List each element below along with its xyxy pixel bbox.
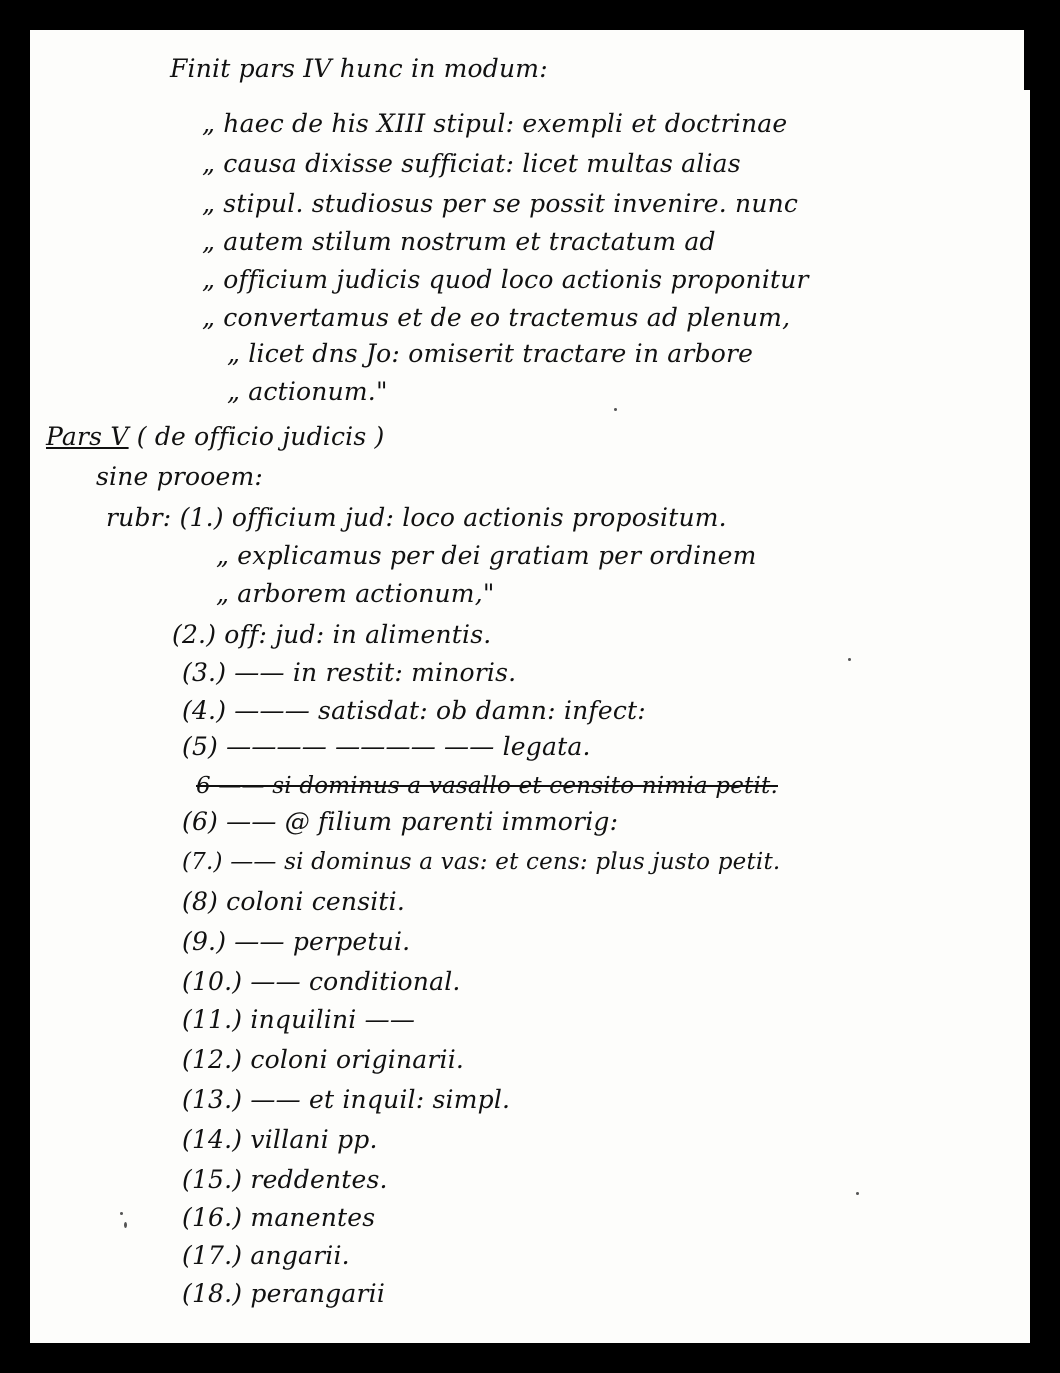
paper-speck (124, 1222, 127, 1228)
scan-edge-shadow (1024, 30, 1030, 90)
list-item: (4.) ——— satisdat: ob damn: infect: (182, 696, 646, 725)
text-line: Finit pars IV hunc in modum: (170, 54, 548, 83)
list-item: (17.) angarii. (182, 1241, 350, 1270)
list-item: (12.) coloni originarii. (182, 1045, 465, 1074)
text-line: sine prooem: (96, 462, 264, 491)
list-item: (18.) perangarii (182, 1279, 386, 1308)
list-item: (10.) —— conditional. (182, 967, 461, 996)
struck-list-item: 6 —— si dominus a vasallo et censito nimia petit. (196, 773, 778, 799)
paper-speck (848, 658, 851, 661)
text-line: „ officium judicis quod loco actionis proponitur (202, 265, 809, 294)
text-line: „ explicamus per dei gratiam per ordinem (216, 541, 757, 570)
list-item: (7.) —— si dominus a vas: et cens: plus justo petit. (182, 849, 781, 875)
text-line: „ licet dns Jo: omiserit tractare in arbore (227, 339, 754, 368)
list-item: (9.) —— perpetui. (182, 927, 411, 956)
list-item: (5) ———— ———— —— legata. (182, 732, 591, 761)
section-heading (46, 422, 385, 452)
list-item: (3.) —— in restit: minoris. (182, 658, 517, 687)
section-heading-label: Pars V (46, 422, 129, 451)
list-item: (2.) off: jud: in alimentis. (172, 620, 492, 649)
paper-speck (120, 1212, 123, 1215)
text-line: „ causa dixisse sufficiat: licet multas alias (202, 149, 741, 178)
list-item: (6) —— @ filium parenti immorig: (182, 807, 619, 836)
text-line: „ stipul. studiosus per se possit invenire. nunc (202, 189, 799, 218)
list-item: (16.) manentes (182, 1203, 376, 1232)
text-line: „ convertamus et de eo tractemus ad plenum, (202, 303, 791, 332)
section-heading-note: ( de officio judicis ) (128, 422, 385, 451)
list-item: (11.) inquilini —— (182, 1005, 416, 1034)
text-line: „ haec de his XIII stipul: exempli et doctrinae (202, 109, 788, 138)
manuscript-page (30, 30, 1030, 1343)
paper-speck (614, 408, 617, 411)
list-item: (13.) —— et inquil: simpl. (182, 1085, 511, 1114)
paper-speck (856, 1192, 859, 1195)
text-line: rubr: (1.) officium jud: loco actionis propositum. (106, 503, 727, 532)
text-line: „ autem stilum nostrum et tractatum ad (202, 227, 716, 256)
list-item: (8) coloni censiti. (182, 887, 406, 916)
text-line: „ actionum." (227, 377, 388, 406)
list-item: (14.) villani pp. (182, 1125, 378, 1154)
text-line: „ arborem actionum," (216, 579, 495, 608)
list-item: (15.) reddentes. (182, 1165, 388, 1194)
